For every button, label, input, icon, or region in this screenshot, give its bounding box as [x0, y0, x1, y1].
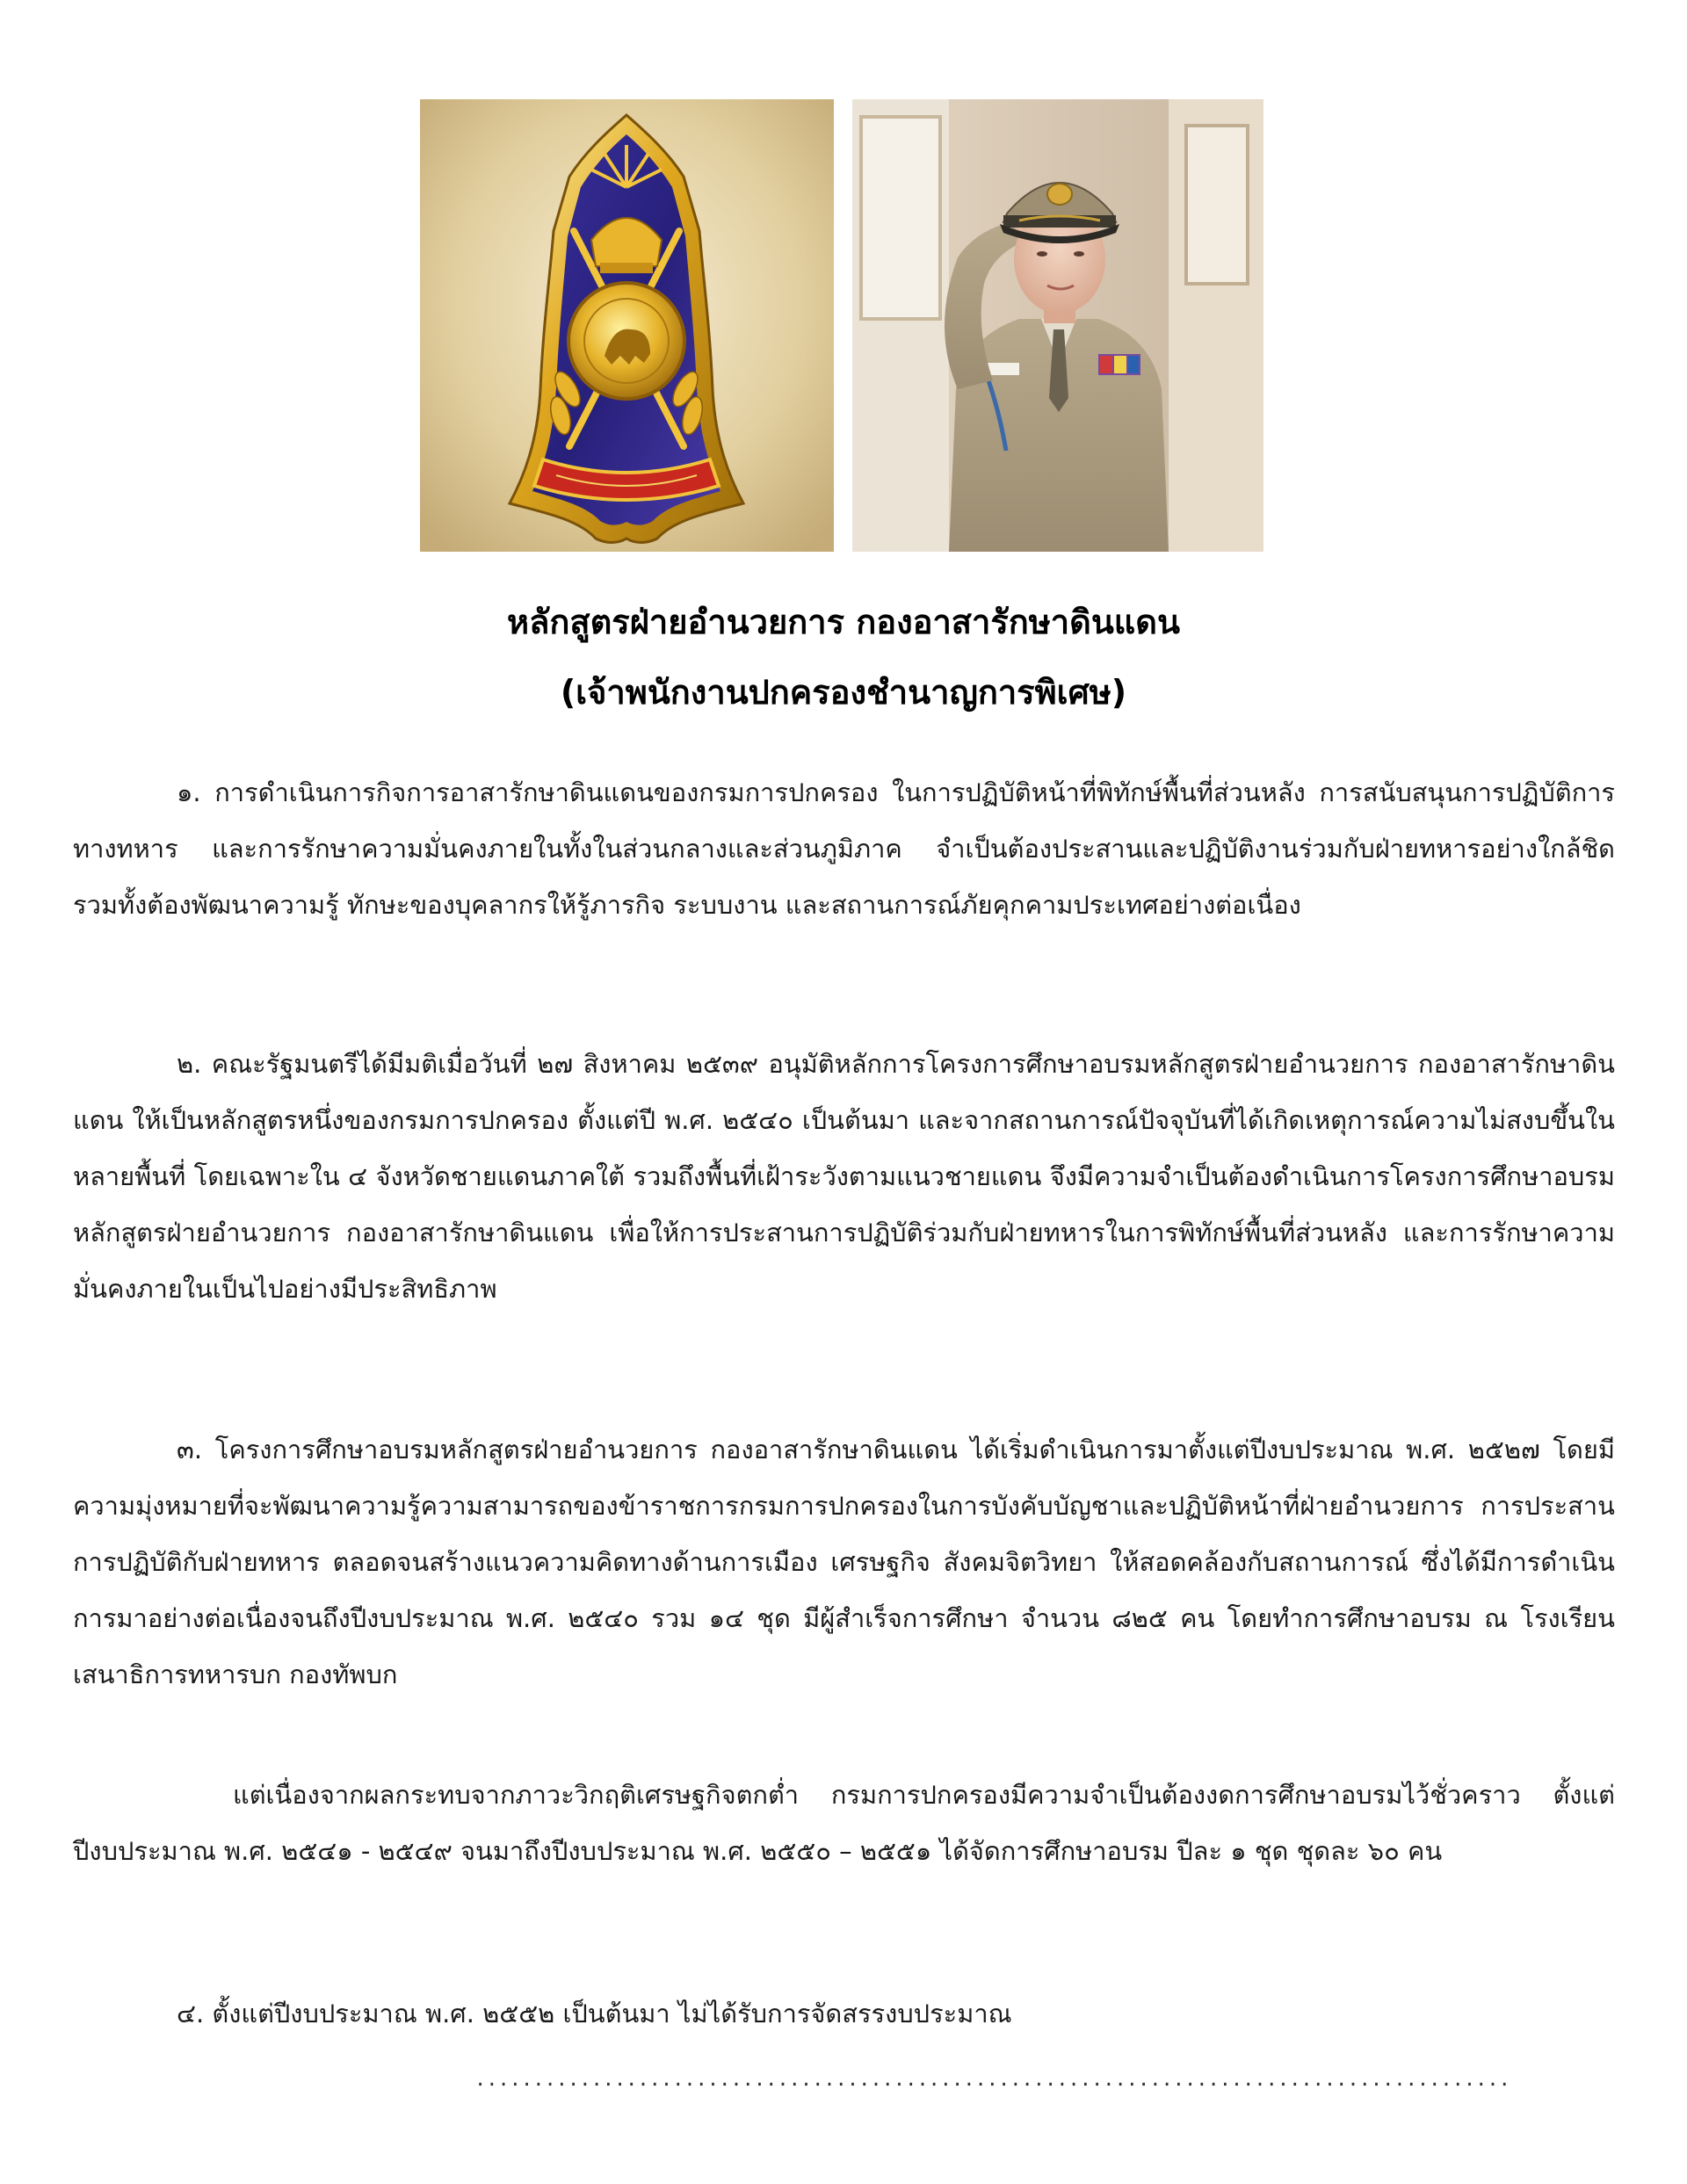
- paragraph-2: ๒. คณะรัฐมนตรีได้มีมติเมื่อวันที่ ๒๗ สิงหาคม ๒๕๓๙ อนุมัติหลักการโครงการศึกษาอบรมหลักสูตรฝ่ายอำนวยการ กองอาสารักษาดินแดน ให้เป็นหลักสูตรหนึ่งของกรมการปกครอง ตั้งแต่ปี พ.ศ. ๒๕๔๐ เป็นต้นมา และจากสถานการณ์ปัจจุบันที่ได้เกิดเหตุการณ์ความไม่สงบขึ้นในหลายพื้นที่ โดยเฉพาะใน ๔ จังหวัดชายแดนภาคใต้ รวมถึงพื้นที่เฝ้าระวังตามแนวชายแดน จึงมีความจำเป็นต้องดำเนินการโครงการศึกษาอบรมหลักสูตรฝ่ายอำนวยการ กองอาสารักษาดินแดน เพื่อให้การประสานการปฏิบัติร่วมกับฝ่ายทหารในการพิทักษ์พื้นที่ส่วนหลัง และการรักษาความมั่นคงภายในเป็นไปอย่างมีประสิทธิภาพ: [73, 1049, 1615, 1304]
- paragraph-3-continued: แต่เนื่องจากผลกระทบจากภาวะวิกฤติเศรษฐกิจตกต่ำ กรมการปกครองมีความจำเป็นต้องงดการศึกษาอบรมไว้ชั่วคราว ตั้งแต่ปีงบประมาณ พ.ศ. ๒๕๔๑ - ๒๕๔๙ จนมาถึงปีงบประมาณ พ.ศ. ๒๕๕๐ – ๒๕๕๑ ได้จัดการศึกษาอบรม ปีละ ๑ ชุด ชุดละ ๖๐ คน: [73, 1780, 1615, 1866]
- paragraph-1: ๑. การดำเนินการกิจการอาสารักษาดินแดนของกรมการปกครอง ในการปฏิบัติหน้าที่พิทักษ์พื้นที่ส่วนหลัง การสนับสนุนการปฏิบัติการทางทหาร และการรักษาความมั่นคงภายในทั้งในส่วนกลางและส่วนภูมิภาค จำเป็นต้องประสานและปฏิบัติงานร่วมกับฝ่ายทหารอย่างใกล้ชิด รวมทั้งต้องพัฒนาความรู้ ทักษะของบุคลากรให้รู้ภารกิจ ระบบงาน และสถานการณ์ภัยคุกคามประเทศอย่างต่อเนื่อง: [73, 777, 1615, 920]
- badge-emblem-image: [420, 99, 834, 552]
- saluting-officer-image: [852, 99, 1263, 552]
- paragraph-3: ๓. โครงการศึกษาอบรมหลักสูตรฝ่ายอำนวยการ กองอาสารักษาดินแดน ได้เริ่มดำเนินการมาตั้งแต่ปีงบประมาณ พ.ศ. ๒๕๒๗ โดยมีความมุ่งหมายที่จะพัฒนาความรู้ความสามารถของข้าราชการกรมการปกครองในการบังคับบัญชาและปฏิบัติหน้าที่ฝ่ายอำนวยการ การประสานการปฏิบัติกับฝ่ายทหาร ตลอดจนสร้างแนวความคิดทางด้านการเมือง เศรษฐกิจ สังคมจิตวิทยา ให้สอดคล้องกับสถานการณ์ ซึ่งได้มีการดำเนินการมาอย่างต่อเนื่องจนถึงปีงบประมาณ พ.ศ. ๒๕๔๐ รวม ๑๔ ชุด มีผู้สำเร็จการศึกษา จำนวน ๘๒๕ คน โดยทำการศึกษาอบรม ณ โรงเรียนเสนาธิการทหารบก กองทัพบก: [73, 1435, 1615, 1689]
- header-photos: [420, 99, 1263, 552]
- document-subtitle: (เจ้าพนักงานปกครองชำนาญการพิเศษ): [560, 673, 1127, 712]
- end-of-document-marker: .........................................................................................: [474, 2069, 1510, 2091]
- document-title: หลักสูตรฝ่ายอำนวยการ กองอาสารักษาดินแดน: [507, 603, 1180, 641]
- paragraph-4: ๔. ตั้งแต่ปีงบประมาณ พ.ศ. ๒๕๕๒ เป็นต้นมา ไม่ได้รับการจัดสรรงบประมาณ: [177, 1999, 1012, 2029]
- badge-photo: [420, 99, 834, 552]
- officer-photo: [852, 99, 1263, 552]
